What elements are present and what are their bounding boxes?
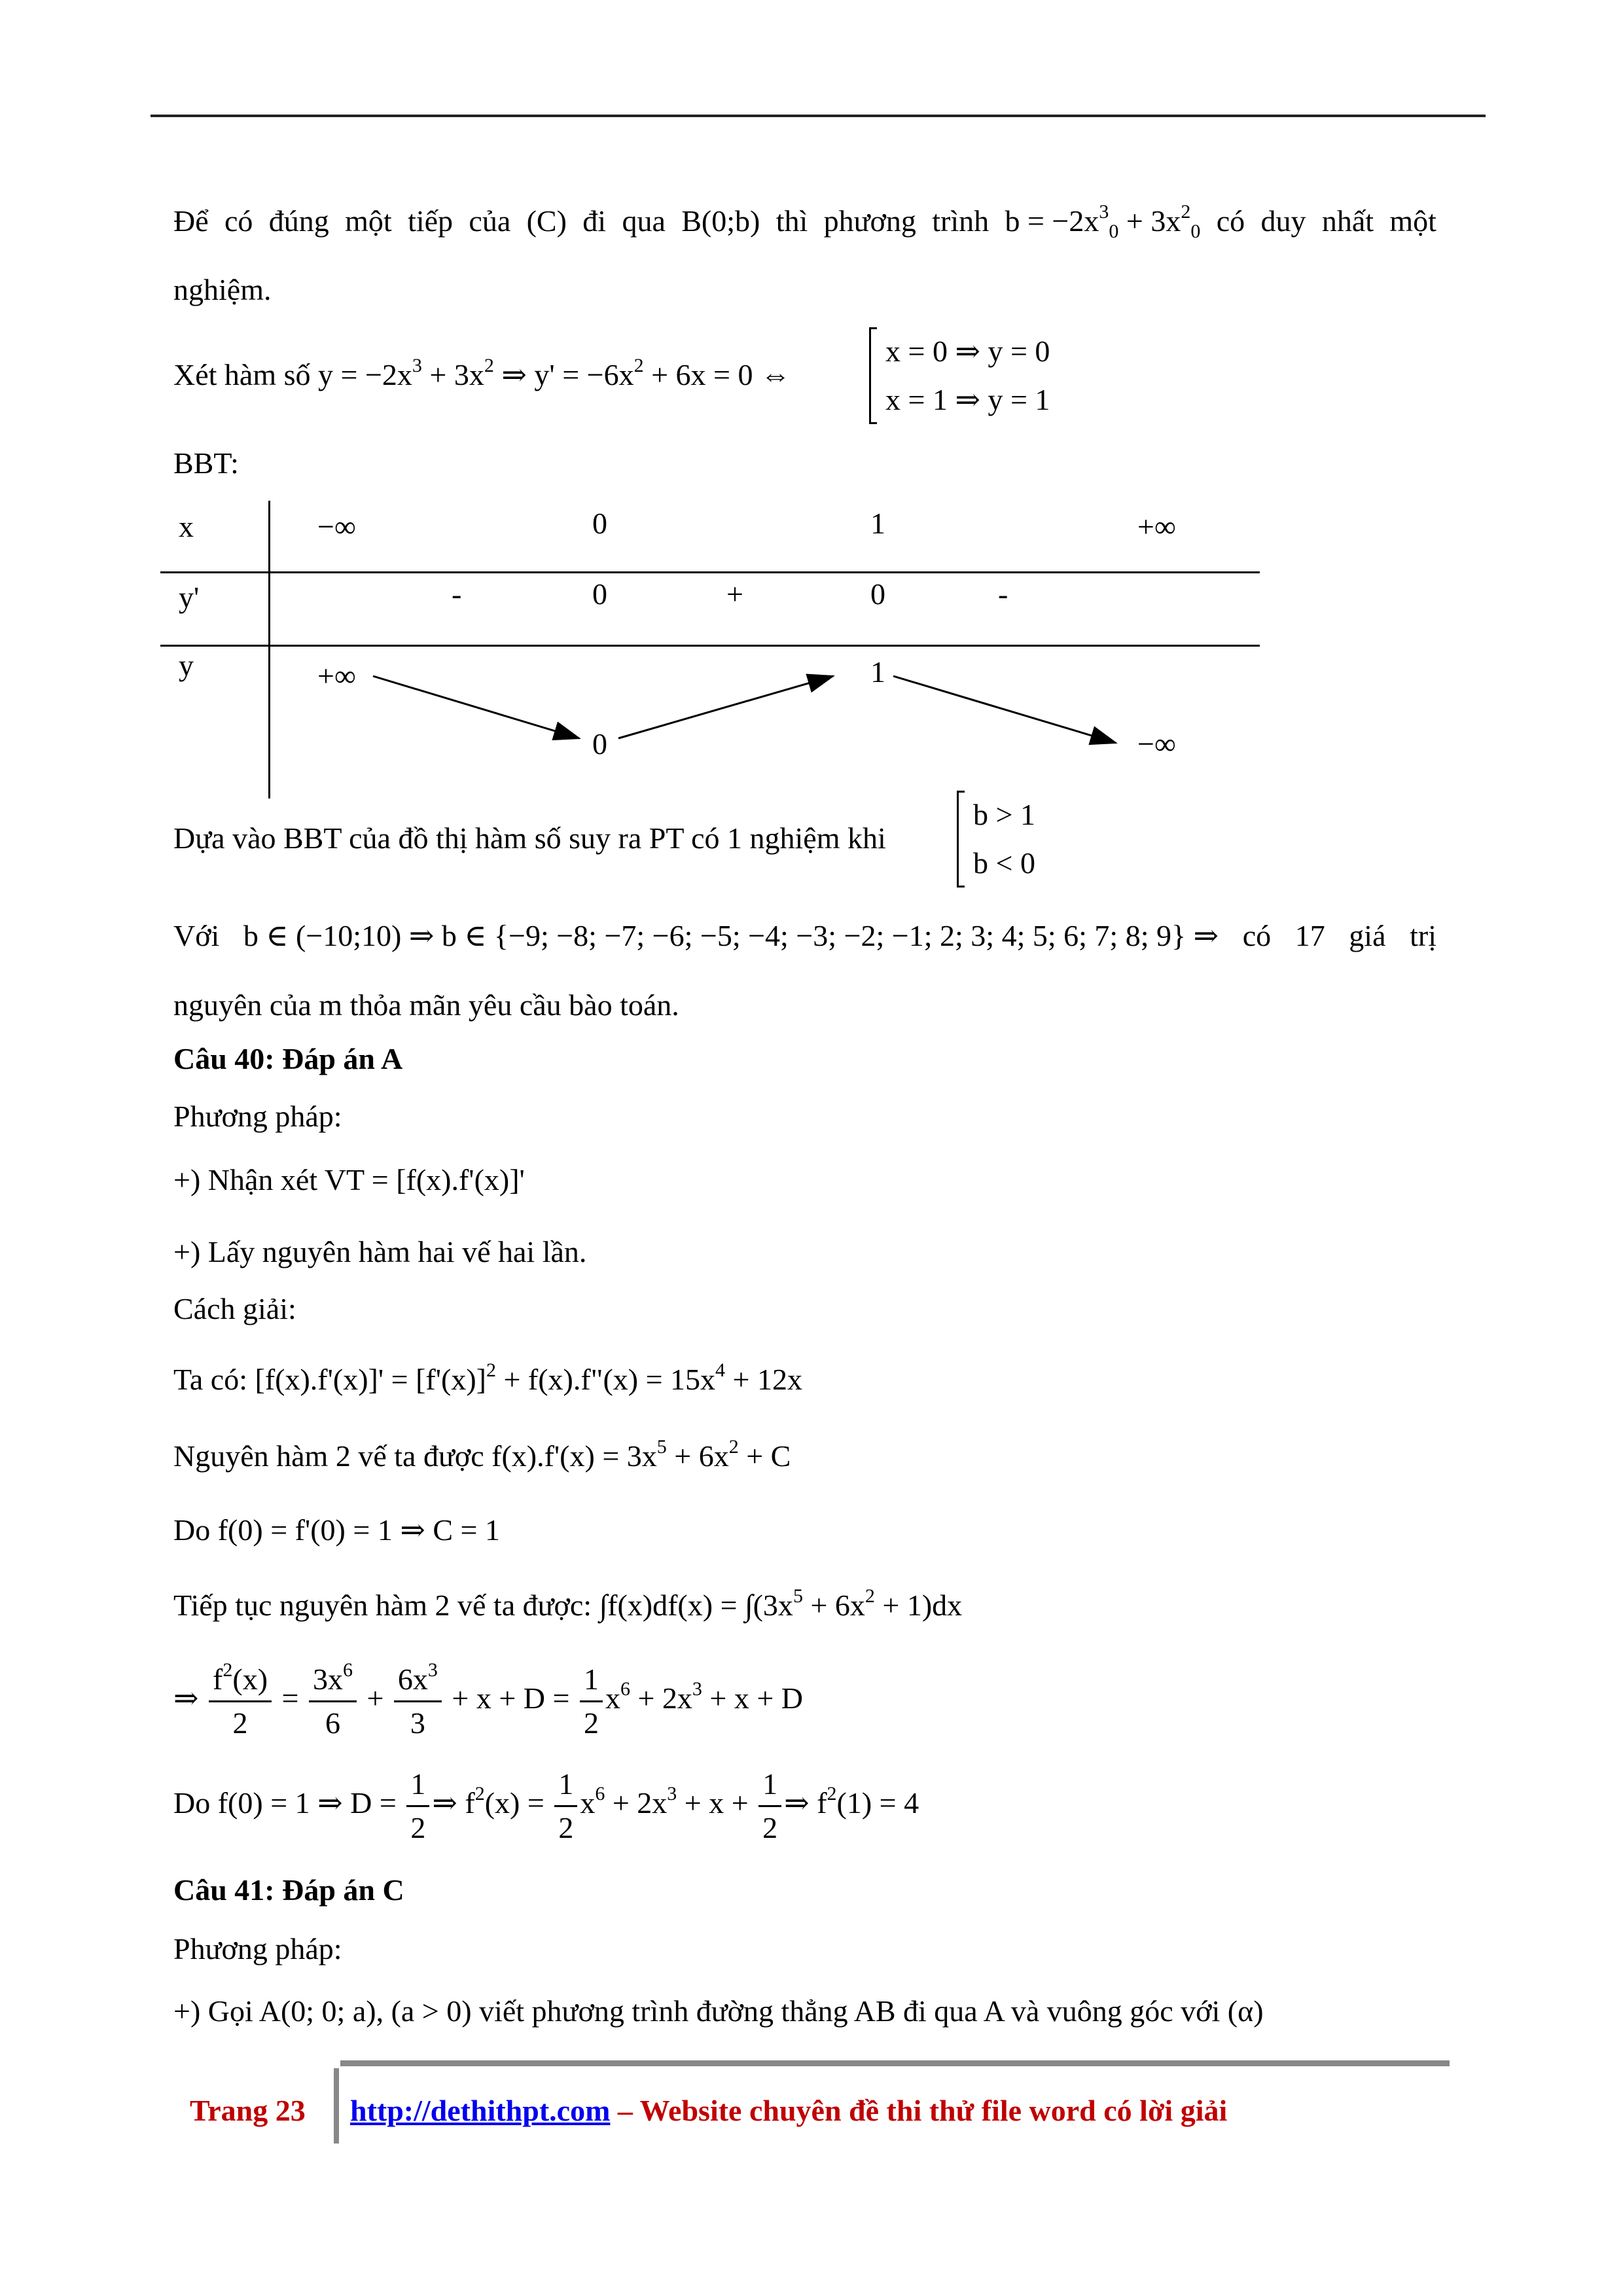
q40-method-line-2: +) Lấy nguyên hàm hai vế hai lần.	[173, 1235, 587, 1268]
x-value: 1	[870, 507, 885, 540]
text-line-2: nghiệm.	[173, 273, 272, 306]
q40-step-1	[173, 1361, 802, 1398]
math-part: + 1)dx	[874, 1588, 963, 1622]
footer-divider	[334, 2068, 339, 2144]
q40-method-label: Phương pháp:	[173, 1100, 342, 1133]
word: có	[1242, 919, 1272, 952]
row-label-x: x	[179, 510, 194, 543]
math-subscript: 0	[1190, 221, 1201, 242]
math-part: x	[580, 1786, 596, 1820]
arrow-down-2	[893, 676, 1116, 743]
word: nhất	[1321, 204, 1374, 238]
frac-den: 2	[583, 1706, 599, 1740]
math-exponent: 6	[342, 1659, 353, 1681]
text-lead: Tiếp tục nguyên hàm 2 vế ta được:	[173, 1588, 599, 1622]
header-rule	[151, 115, 1486, 117]
case-line: x = 1 ⇒ y = 1	[885, 383, 1050, 416]
q41-method-line-1	[173, 1993, 1264, 2030]
variation-arrows	[160, 491, 1260, 798]
math-part: y = −2x	[318, 358, 412, 391]
math-implies: ⇒	[173, 1681, 199, 1715]
math-equation-b	[1005, 203, 1200, 240]
word: Để	[173, 204, 209, 238]
math-plus: +	[366, 1681, 384, 1715]
text-lead: Ta có:	[173, 1363, 255, 1396]
math-part: ⇒ f	[432, 1786, 475, 1820]
text-lead: Do	[173, 1786, 218, 1820]
q40-solution-label: Cách giải:	[173, 1292, 296, 1325]
frac-num: (x)	[232, 1662, 268, 1696]
yprime-value: 0	[870, 577, 885, 611]
q40-step-3	[173, 1512, 500, 1549]
yprime-sign: +	[726, 577, 743, 611]
word: một	[1389, 204, 1436, 238]
math-part: + x + D	[702, 1681, 804, 1715]
frac-num: 6x	[397, 1662, 428, 1696]
frac-num: 1	[758, 1763, 781, 1807]
math-exponent: 5	[656, 1436, 667, 1458]
fraction	[758, 1763, 781, 1849]
word: duy	[1260, 204, 1306, 238]
q40-step-5	[173, 1656, 803, 1744]
arrow-up	[618, 676, 833, 738]
math-point-b: B(0;b)	[681, 204, 760, 238]
word: thì	[776, 204, 808, 238]
fraction	[309, 1659, 357, 1744]
x-value: 0	[592, 507, 607, 540]
text-line-1	[173, 203, 1436, 240]
text-lead: Xét hàm số	[173, 358, 319, 391]
word: phương	[823, 204, 916, 238]
solution-cases	[869, 327, 1050, 424]
math-part: ⇒ y' = −6x	[493, 358, 634, 391]
frac-den: 3	[410, 1706, 425, 1740]
row-label-y: y	[179, 649, 194, 682]
math-part: (x) =	[484, 1786, 544, 1820]
case-line: b < 0	[973, 846, 1035, 880]
arrow-down-1	[373, 676, 579, 738]
bbt-label: BBT:	[173, 446, 239, 480]
math-set: b ∈ (−10;10) ⇒ b ∈ {−9; −8; −7; −6; −5; −4; −3; −2; −1; 2; 3; 4; 5; 6; 7; 8; 9} ⇒	[243, 919, 1219, 952]
fraction	[580, 1659, 603, 1744]
y-value: 0	[592, 727, 607, 761]
math-exponent: 3	[427, 1659, 438, 1681]
frac-den: 6	[325, 1706, 340, 1740]
math-expression: VT = [f(x).f'(x)]'	[324, 1163, 525, 1196]
text-part: viết phương trình đường thẳng AB đi qua A và vuông góc với	[471, 1994, 1228, 2028]
footer-rule	[340, 2060, 1450, 2066]
yprime-value: 0	[592, 577, 607, 611]
frac-den: 2	[762, 1810, 778, 1844]
math-part: + f(x).f"(x) = 15x	[495, 1363, 716, 1396]
x-value: +∞	[1137, 510, 1176, 543]
math-part: ⇒ f	[784, 1786, 827, 1820]
math-part: + 2x	[605, 1786, 668, 1820]
footer-page-number: Trang 23	[190, 2094, 306, 2127]
x-value: −∞	[317, 510, 356, 543]
footer-tagline: – Website chuyên đề thi thử file word có lời giải	[610, 2094, 1228, 2127]
math-part: + 6x	[802, 1588, 865, 1622]
math-exponent: 2	[484, 355, 494, 376]
footer-text	[350, 2093, 1227, 2128]
math-part: x	[605, 1681, 620, 1715]
frac-den: 2	[558, 1810, 574, 1844]
q40-step-4	[173, 1587, 962, 1624]
math-exponent: 3	[1099, 201, 1109, 223]
word: đi	[582, 204, 607, 238]
q40-step-6	[173, 1761, 919, 1849]
math-eq: =	[281, 1681, 299, 1715]
y-value: −∞	[1137, 727, 1176, 761]
word: đúng	[268, 204, 329, 238]
yprime-sign: -	[452, 577, 462, 611]
math-exponent: 2	[223, 1659, 233, 1681]
frac-den: 2	[410, 1810, 426, 1844]
word: trình	[932, 204, 990, 238]
y-value: +∞	[317, 659, 356, 692]
question-41-title: Câu 41: Đáp án C	[173, 1873, 404, 1907]
frac-num: f	[213, 1662, 223, 1696]
math-part: + 12x	[725, 1363, 802, 1396]
word: trị	[1410, 919, 1436, 952]
math-part: (1) = 4	[836, 1786, 919, 1820]
math-exponent: 5	[793, 1585, 803, 1607]
math-part: + 3x	[1118, 204, 1181, 238]
word: có	[1216, 204, 1245, 238]
text-line-3	[173, 357, 791, 393]
math-exponent: 2	[474, 1783, 485, 1804]
math-part: + 6x = 0 ⇔	[643, 358, 791, 391]
math-part: + C	[738, 1439, 791, 1473]
footer-website-link[interactable]: http://dethithpt.com	[350, 2094, 611, 2127]
question-40-title: Câu 40: Đáp án A	[173, 1042, 403, 1075]
math-part: f(x).f'(x) = 3x	[491, 1439, 657, 1473]
text-line-nguyen: nguyên của m thỏa mãn yêu cầu bào toán.	[173, 988, 679, 1022]
fraction	[209, 1659, 272, 1744]
text-line-dua-vao: Dựa vào BBT của đồ thị hàm số suy ra PT có 1 nghiệm khi	[173, 821, 886, 855]
fraction	[554, 1763, 577, 1849]
word: có	[224, 204, 253, 238]
fraction	[394, 1659, 442, 1744]
math-exponent: 3	[667, 1783, 677, 1804]
math-exponent: 3	[412, 355, 422, 376]
q40-method-line-1	[173, 1162, 525, 1198]
frac-num: 3x	[312, 1662, 343, 1696]
text-lead: Do	[173, 1513, 218, 1547]
math-part: ∫f(x)df(x) = ∫(3x	[599, 1588, 793, 1622]
condition-cases	[957, 791, 1035, 888]
q40-step-2	[173, 1438, 791, 1475]
y-value: 1	[870, 655, 885, 689]
word: giá	[1349, 919, 1386, 952]
word: một	[345, 204, 392, 238]
math-exponent: 3	[692, 1678, 702, 1700]
math-exponent: 2	[865, 1585, 875, 1607]
math-exponent: 2	[1181, 201, 1191, 223]
row-label-yprime: y'	[179, 581, 200, 614]
q41-method-label: Phương pháp:	[173, 1932, 342, 1965]
frac-num: 1	[580, 1659, 603, 1702]
frac-num: 1	[406, 1763, 429, 1807]
math-part: [f(x).f'(x)]' = [f'(x)]	[255, 1363, 486, 1396]
math-exponent: 2	[827, 1783, 837, 1804]
math-expression: A(0; 0; a), (a > 0)	[259, 1994, 472, 2028]
math-exponent: 2	[486, 1359, 496, 1381]
word: Với	[173, 919, 220, 952]
text-lead: Nguyên hàm 2 vế ta được	[173, 1439, 492, 1473]
yprime-sign: -	[998, 577, 1008, 611]
math-part: f(0) = 1 ⇒ D =	[217, 1786, 397, 1820]
math-part: + 2x	[630, 1681, 692, 1715]
math-exponent: 6	[595, 1783, 605, 1804]
word: qua	[622, 204, 666, 238]
math-expression: f(0) = f'(0) = 1 ⇒ C = 1	[217, 1513, 500, 1547]
math-exponent: 4	[715, 1359, 726, 1381]
word: tiếp	[408, 204, 454, 238]
frac-num: 1	[554, 1763, 577, 1807]
word: 17	[1294, 919, 1325, 952]
text-lead: +) Nhận xét	[173, 1163, 325, 1196]
math-c: (C)	[526, 204, 567, 238]
math-exponent: 2	[728, 1436, 739, 1458]
frac-den: 2	[232, 1706, 248, 1740]
math-part: + x +	[677, 1786, 749, 1820]
math-part: + x + D =	[452, 1681, 570, 1715]
math-part: + 6x	[666, 1439, 729, 1473]
word: của	[469, 204, 511, 238]
math-exponent: 6	[620, 1678, 630, 1700]
variation-table	[160, 491, 1260, 798]
case-line: b > 1	[973, 798, 1035, 831]
math-part: + 3x	[421, 358, 484, 391]
math-subscript: 0	[1109, 221, 1119, 242]
math-exponent: 2	[633, 355, 644, 376]
text-lead: +) Gọi	[173, 1994, 259, 2028]
math-part: b = −2x	[1005, 204, 1099, 238]
text-line-voi	[173, 918, 1436, 954]
math-plane: (α)	[1227, 1994, 1264, 2028]
case-line: x = 0 ⇒ y = 0	[885, 334, 1050, 368]
fraction	[406, 1763, 429, 1849]
